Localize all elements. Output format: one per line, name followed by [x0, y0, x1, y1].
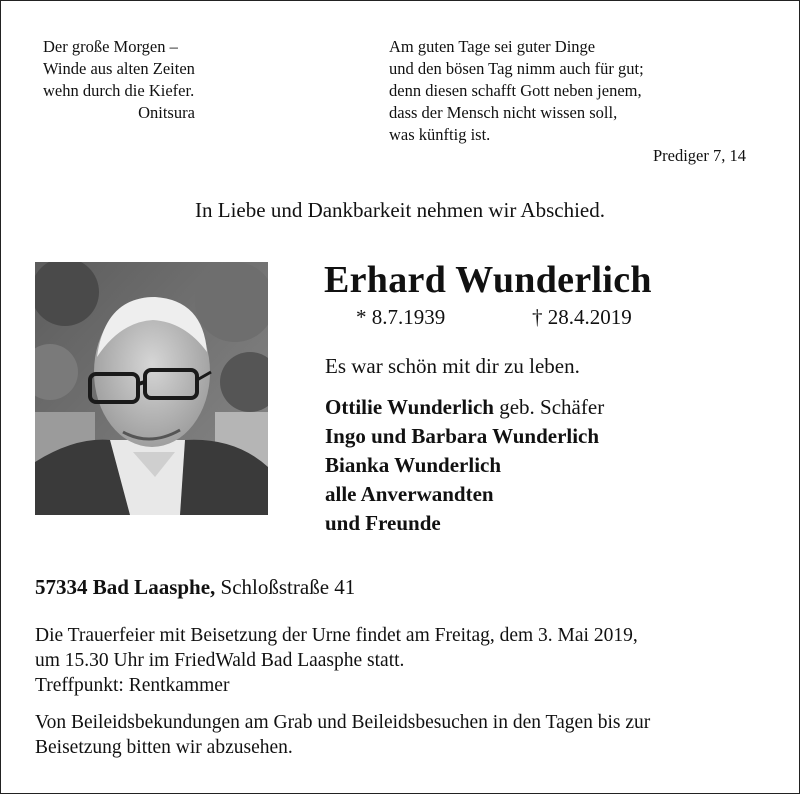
- bible-verse: [389, 36, 644, 146]
- mourner-name: Ingo und Barbara Wunderlich: [325, 424, 600, 448]
- condolence-line: Von Beileidsbekundungen am Grab und Beileidsbesuchen in den Tagen bis zur: [35, 712, 651, 733]
- mourner-suffix: geb. Schäfer: [493, 395, 605, 419]
- birth-date: * 8.7.1939: [356, 305, 446, 329]
- verse-line: dass der Mensch nicht wissen soll,: [389, 103, 618, 122]
- mourner-name: Ottilie Wunderlich: [325, 395, 494, 419]
- address: [35, 575, 355, 600]
- address-street: Schloßstraße 41: [215, 575, 356, 599]
- funeral-service-info: [35, 623, 638, 698]
- mourner-name: alle Anverwandten: [325, 482, 494, 506]
- farewell-heading: In Liebe und Dankbarkeit nehmen wir Abschied.: [195, 198, 605, 222]
- poem-line: Der große Morgen –: [43, 37, 178, 56]
- motto: Es war schön mit dir zu leben.: [325, 354, 580, 378]
- mourner-line: [325, 451, 604, 480]
- poem-line: Winde aus alten Zeiten: [43, 59, 195, 78]
- service-line: um 15.30 Uhr im FriedWald Bad Laasphe statt.: [35, 650, 405, 671]
- service-line: Die Trauerfeier mit Beisetzung der Urne findet am Freitag, dem 3. Mai 2019,: [35, 625, 638, 646]
- mourners-list: [325, 393, 604, 538]
- condolence-line: Beisetzung bitten wir abzusehen.: [35, 737, 293, 758]
- service-line: Treffpunkt: Rentkammer: [35, 675, 230, 696]
- mourner-name: Bianka Wunderlich: [325, 453, 502, 477]
- mourner-line: [325, 480, 604, 509]
- mourner-line: [325, 393, 604, 422]
- portrait-photo: [35, 262, 268, 515]
- verse-reference: Prediger 7, 14: [652, 146, 746, 165]
- address-city: 57334 Bad Laasphe,: [35, 575, 216, 599]
- poem-author: Onitsura: [138, 103, 195, 122]
- mourner-name: und Freunde: [325, 511, 441, 535]
- verse-line: und den bösen Tag nimm auch für gut;: [389, 59, 644, 78]
- death-date: † 28.4.2019: [532, 305, 632, 329]
- poem-line: wehn durch die Kiefer.: [43, 81, 195, 100]
- haiku-poem: [43, 36, 195, 124]
- mourner-line: [325, 422, 604, 451]
- verse-line: was künftig ist.: [389, 125, 491, 144]
- deceased-name: Erhard Wunderlich: [324, 259, 652, 301]
- verse-line: denn diesen schafft Gott neben jenem,: [389, 81, 642, 100]
- mourner-line: [325, 509, 604, 538]
- verse-line: Am guten Tage sei guter Dinge: [389, 37, 596, 56]
- condolence-note: [35, 710, 650, 760]
